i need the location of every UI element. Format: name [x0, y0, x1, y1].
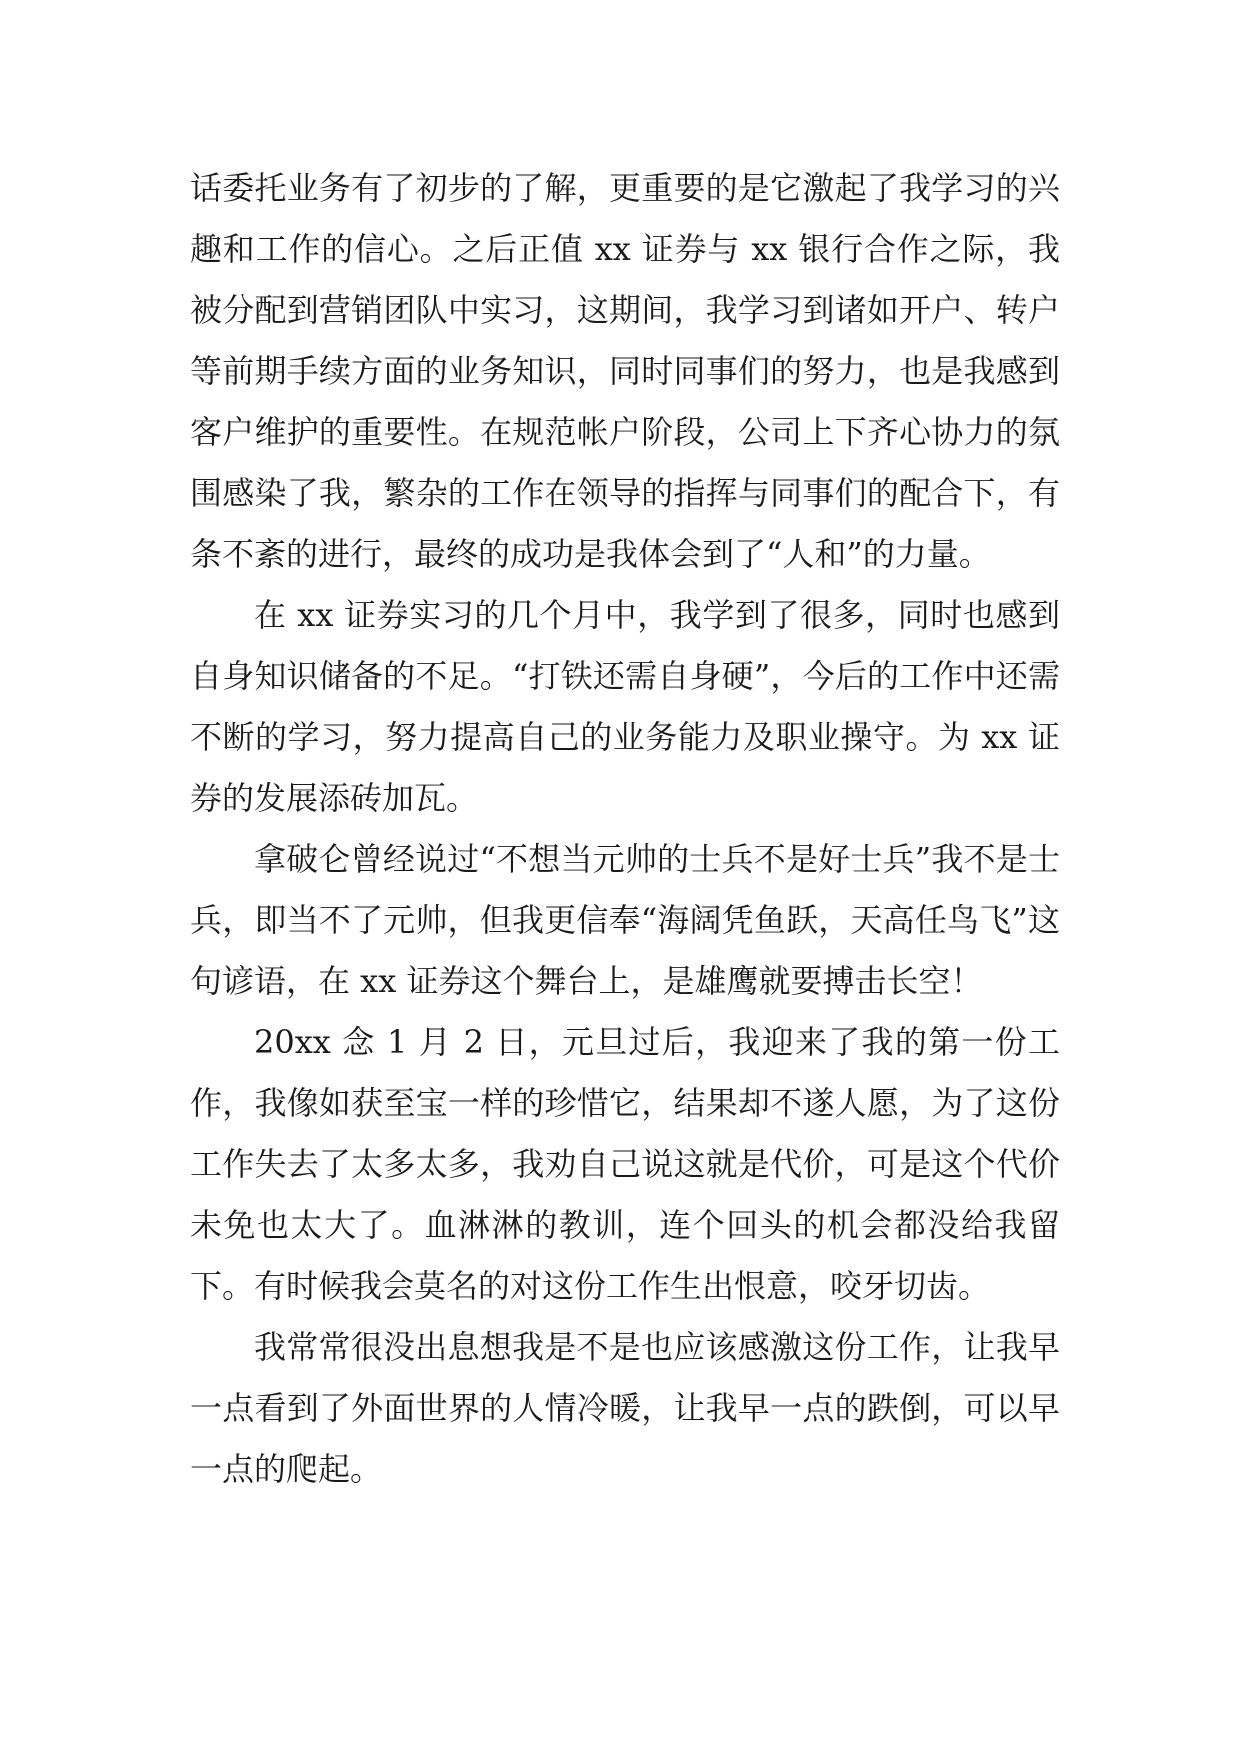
- paragraph-internship-reflection: 在 xx 证券实习的几个月中，我学到了很多，同时也感到自身知识储备的不足。“打铁还需自身硬”，今后的工作中还需不断的学习，努力提高自己的业务能力及职业操守。为 xx 证券的发展添砖加瓦。: [190, 596, 1060, 817]
- paragraph-napoleon-quote: 拿破仑曾经说过“不想当元帅的士兵不是好士兵”我不是士兵，即当不了元帅，但我更信奉“海阔凭鱼跃，天高任鸟飞”这句谚语，在 xx 证券这个舞台上，是雄鹰就要搏击长空！: [190, 840, 1060, 1000]
- paragraph-first-job: 20xx 念 1 月 2 日，元旦过后，我迎来了我的第一份工作，我像如获至宝一样的珍惜它，结果却不遂人愿，为了这份工作失去了太多太多，我劝自己说这就是代价，可是这个代价未免也太大了。血淋淋的教训，连个回头的机会都没给我留下。有时候我会莫名的对这份工作生出恨意，咬牙切齿。: [190, 1023, 1060, 1305]
- paragraph-continuation: 话委托业务有了初步的了解，更重要的是它激起了我学习的兴趣和工作的信心。之后正值 xx 证券与 xx 银行合作之际，我被分配到营销团队中实习，这期间，我学习到诸如开户、转户等前期手续方面的业务知识，同时同事们的努力，也是我感到客户维护的重要性。在规范帐户阶段，公司上下齐心协力的氛围感染了我，繁杂的工作在领导的指挥与同事们的配合下，有条不紊的进行，最终的成功是我体会到了“人和”的力量。: [190, 169, 1060, 573]
- document-body: [190, 158, 1060, 1500]
- paragraph-gratitude: 我常常很没出息想我是不是也应该感激这份工作，让我早一点看到了外面世界的人情冷暖，让我早一点的跌倒，可以早一点的爬起。: [190, 1328, 1060, 1488]
